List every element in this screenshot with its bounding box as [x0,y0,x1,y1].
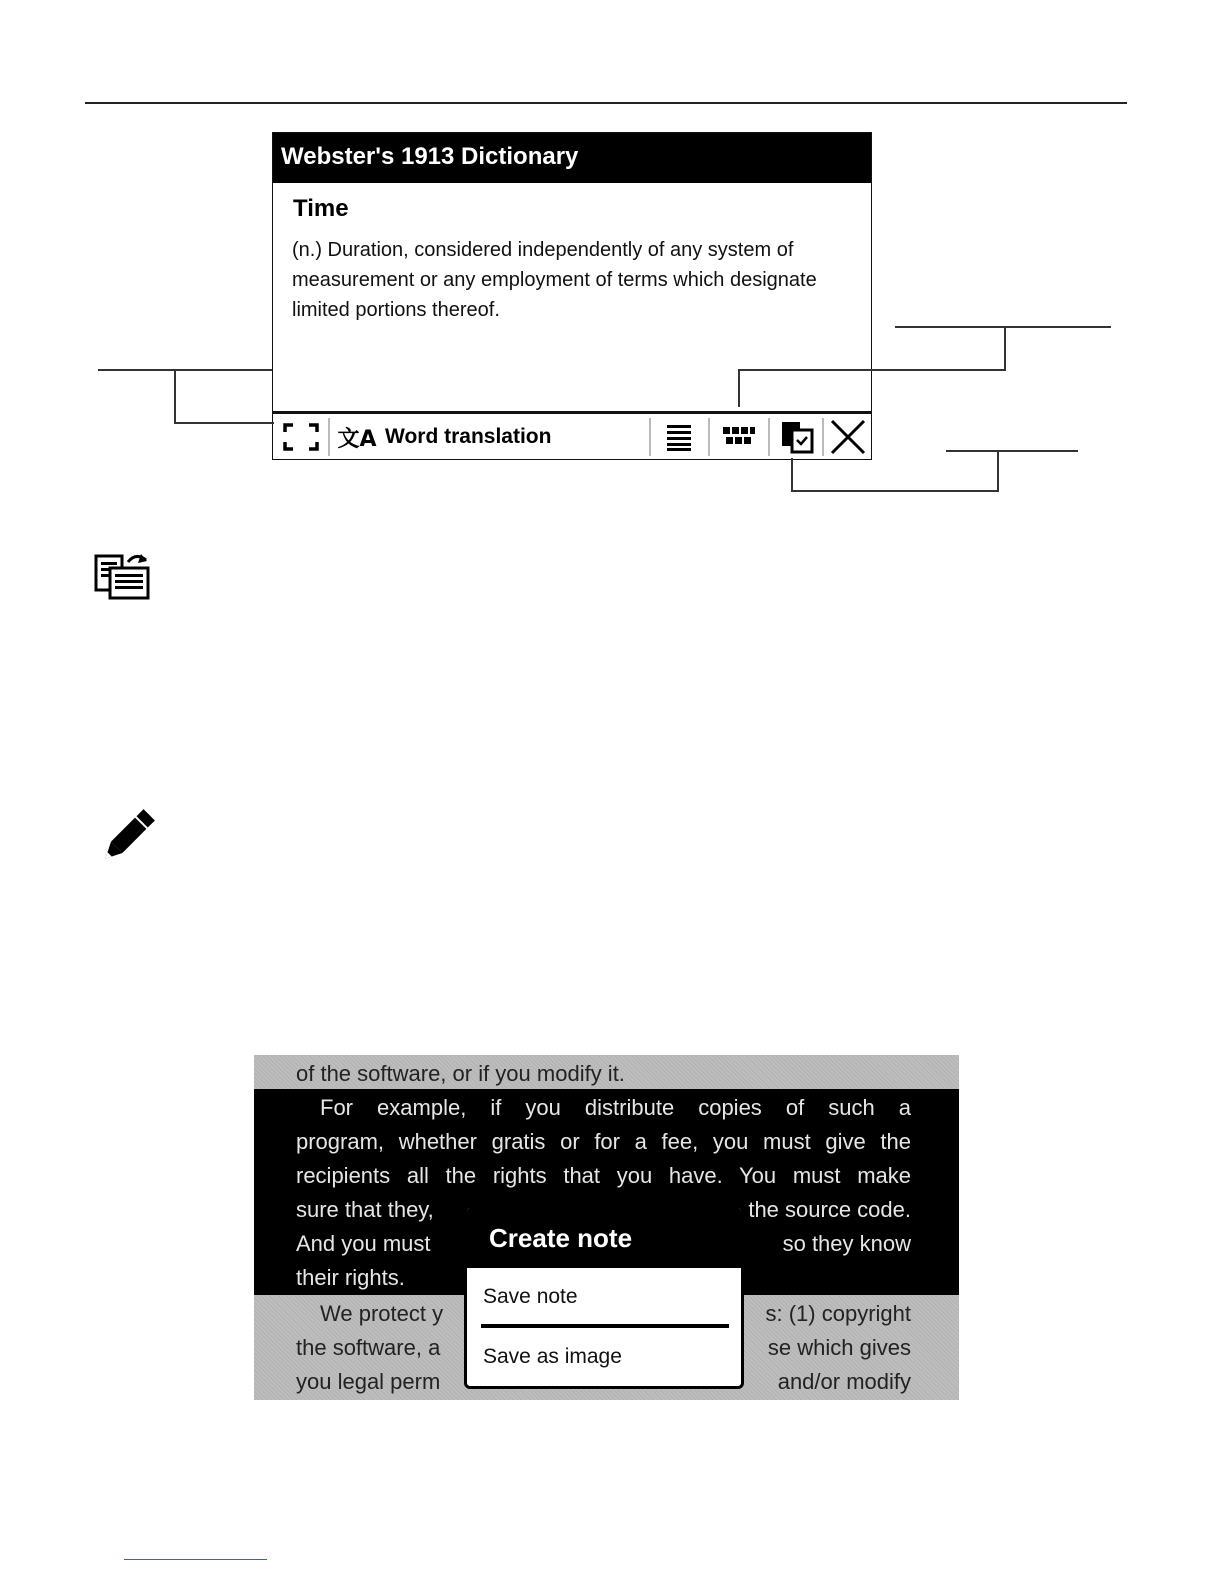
close-button[interactable] [825,414,871,460]
fullscreen-button[interactable] [275,414,327,460]
callout-line [174,369,176,424]
text-line: their rights. [296,1265,405,1290]
text-line: the software, a [296,1335,441,1360]
word-translation-label[interactable]: Word translation [385,425,552,448]
toolbar-separator [822,418,824,456]
dictionary-toolbar [273,411,871,460]
text-line: so they know [782,1231,911,1256]
save-note-option[interactable]: Save note [483,1285,578,1308]
text-line: We protect y [320,1301,444,1326]
text-line: of the software, or if you modify it. [296,1061,625,1086]
list-button[interactable] [653,414,705,460]
text-line: s: (1) copyright [765,1301,911,1326]
callout-line [895,326,1111,328]
pencil-icon [96,804,160,873]
dictionary-definition: (n.) Duration, considered independently of any system of measurement or any employment of terms which designate limited portions thereof. [292,239,817,321]
callout-line [997,450,999,492]
text-line: you legal perm [296,1369,441,1394]
text-line: program, whether gratis or for a fee, you must give the [296,1129,911,1154]
text-line: And you must [296,1231,431,1256]
dictionary-title: Webster's 1913 Dictionary [273,133,871,183]
callout-line [738,369,740,407]
text-line: and/or modify [777,1369,911,1394]
keyboard-icon [722,425,756,449]
dictionary-word: Time [293,195,349,222]
text-line: For example, if you distribute copies of such a [320,1095,911,1120]
text-line: recipients all the rights that you have. You must make [296,1163,911,1188]
callout-line [738,369,1006,371]
callout-line [791,458,793,492]
save-as-image-option[interactable]: Save as image [483,1345,622,1368]
close-icon [830,419,866,455]
fullscreen-icon [283,422,319,452]
create-note-screenshot [254,1055,959,1400]
create-note-dialog [464,1205,744,1389]
toolbar-separator [768,418,770,456]
text-line: the source code. [748,1197,911,1222]
dictionary-screenshot [272,132,872,460]
translate-icon: 文A [337,426,377,452]
callout-line [174,422,274,424]
dictionary-switch-button[interactable] [771,414,823,460]
text-line: se which gives [767,1335,911,1360]
callout-line [946,450,1078,452]
text-line: sure that they, [296,1197,434,1222]
callout-line [98,369,272,371]
toolbar-separator [649,418,651,456]
dialog-title: Create note [467,1208,741,1268]
footnote-rule [124,1559,267,1560]
keyboard-button[interactable] [711,414,767,460]
toolbar-separator [708,418,710,456]
header-rule [85,102,1127,104]
translate-button[interactable] [333,414,381,460]
dictionary-switch-rotate-icon [94,550,152,605]
dictionary-switch-icon [780,420,814,454]
toolbar-separator [328,418,330,456]
callout-line [791,490,999,492]
callout-line [1004,326,1006,371]
list-icon [666,423,692,451]
